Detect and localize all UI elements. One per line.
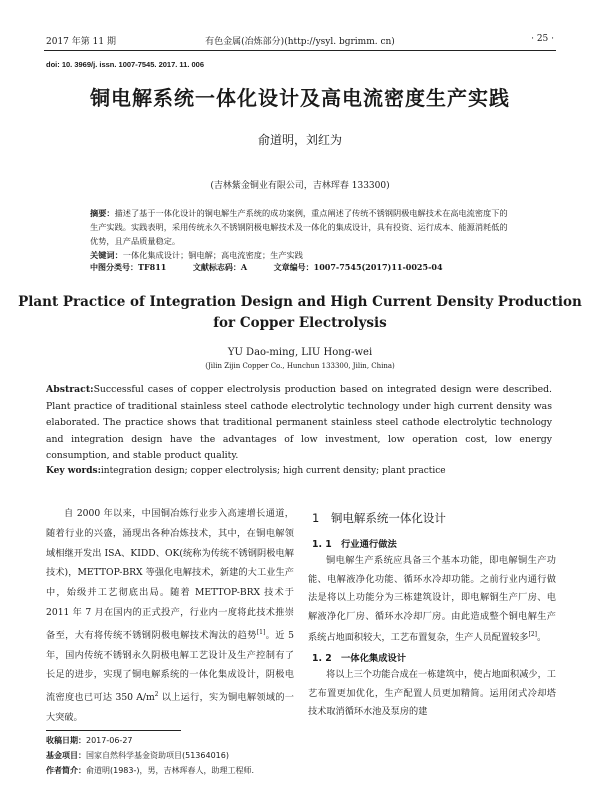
abstract-cn-text: 描述了基于一体化设计的铜电解生产系统的成功案例，重点阐述了传统不锈钢阴极电解技术在高电流密度下的生产实践。实践表明，采用传统永久不锈钢阴极电解技术及一体化的集成设计，具有投资、运行成本、能源消耗低的优势，且产品质量稳定。 bbox=[90, 208, 508, 246]
authors-cn: 俞道明，刘红为 bbox=[257, 133, 342, 147]
title-en-line1: Plant Practice of Integration Design and High Current Density Production bbox=[18, 294, 582, 310]
subsection-1-2-text: 将以上三个功能合成在一栋建筑中，使占地面积减少，工艺布置更加优化，生产配置人员更加精简。运用闭式冷却塔技术取消循环水池及泵房的建 bbox=[308, 669, 556, 718]
article-no: 文章编号：1007-7545(2017)11-0025-04 bbox=[273, 262, 443, 272]
abstract-cn bbox=[90, 206, 510, 262]
unit-superscript: 2 bbox=[154, 691, 159, 699]
subsection-1-1-text: 铜电解生产系统应具备三个基本功能，即电解铜生产功能、电解液净化功能、循环水冷却功能。之前行业内通行做法是将以上功能分为三栋建筑设计，即电解铜生产厂房、电解液净化厂房、循环水冷却厂房。由此造成整个铜电解生产系统占地面积较大，工艺布置复杂，生产人员配置较多[2]。 bbox=[308, 555, 556, 644]
header-journal: 有色金属(冶炼部分)(http://ysyl. bgrimm. cn) bbox=[205, 37, 395, 47]
footnote-rule bbox=[46, 730, 181, 731]
footnote-fund: 基金项目：国家自然科学基金资助项目(51364016) bbox=[46, 751, 229, 760]
keywords-cn-text: 一体化集成设计；铜电解；高电流密度；生产实践 bbox=[122, 250, 303, 260]
title-cn: 铜电解系统一体化设计及高电流密度生产实践 bbox=[90, 86, 510, 110]
footnote-author: 作者简介：俞道明(1983-)，男，吉林珲春人，助理工程师. bbox=[46, 766, 255, 775]
abstract-cn-label: 摘要： bbox=[90, 208, 115, 218]
keywords-cn-label: 关键词： bbox=[90, 250, 123, 260]
keywords-en-text: integration design; copper electrolysis; high current density; plant practice bbox=[100, 466, 446, 476]
keywords-en bbox=[46, 466, 552, 476]
doi: doi: 10. 3969/j. issn. 1007-7545. 2017. 11. 006 bbox=[46, 60, 205, 69]
citation-ref: [1] bbox=[256, 628, 266, 636]
header-issue: 2017 年第 11 期 bbox=[46, 37, 116, 47]
abstract-en-label: Abstract: bbox=[46, 384, 94, 395]
affiliation-cn: (吉林紫金铜业有限公司，吉林珲春 133300) bbox=[210, 181, 390, 191]
citation-ref: [2] bbox=[528, 631, 537, 639]
subsection-1-1-heading: 1. 1 行业通行做法 bbox=[312, 539, 397, 550]
subsection-1-2-heading: 1. 2 一体化集成设计 bbox=[312, 653, 407, 665]
section-1-heading: 1 铜电解系统一体化设计 bbox=[312, 511, 446, 525]
header-rule bbox=[44, 50, 556, 51]
body-right-column bbox=[308, 504, 556, 724]
class-no: 中图分类号：TF811 bbox=[90, 262, 167, 272]
title-en bbox=[0, 292, 600, 334]
authors-en: YU Dao-ming, LIU Hong-wei bbox=[227, 347, 373, 358]
body-left-column: 自 2000 年以来，中国铜冶炼行业步入高速增长通道，随着行业的兴盛，涌现出各种冶炼技术，其中，在铜电解领域相继开发出 ISA、KIDD、OK(统称为传统不锈钢阴极电解技术)，METTOP-BRX 等强化电解技术，新建的大工业生产中，始级并工艺彻底出局。随着 METTOP-BRX 技术于 2011 年 7 月在国内的正式投产，行业内一度将此技术推崇备至，大有将传统不锈钢阴极电解技术淘汰的趋势[1]。近 5 年，国内传统不锈钢永久阴极电解工艺设计及生产控制有了长足的进步，实现了铜电解系统的一体化集成设计，阴极电流密度也已可达 350 $A/m^2$ 以上运行，实为铜电解领域的一大突破。 bbox=[46, 508, 294, 724]
classification-line bbox=[90, 262, 467, 273]
keywords-en-label: Key words: bbox=[46, 466, 101, 476]
header-page-number: · 25 · bbox=[531, 34, 554, 44]
footnote-received: 收稿日期：2017-06-27 bbox=[46, 736, 133, 745]
abstract-en-text: Successful cases of copper electrolysis production based on integrated design were described. Plant practice of traditional stainless steel cathode electrolytic technology under high current density was elaborated. The practice shows that traditional permanent stainless steel cathode electrolytic technology and integration design have the advantages of low investment, low operation cost, low energy consumption, and stable product quality. bbox=[46, 384, 552, 461]
title-en-line2: for Copper Electrolysis bbox=[213, 315, 387, 331]
doc-code: 文献标志码：A bbox=[192, 262, 248, 272]
affiliation-en: (Jilin Zijin Copper Co., Hunchun 133300, Jilin, China) bbox=[205, 362, 395, 370]
abstract-en bbox=[46, 382, 552, 465]
